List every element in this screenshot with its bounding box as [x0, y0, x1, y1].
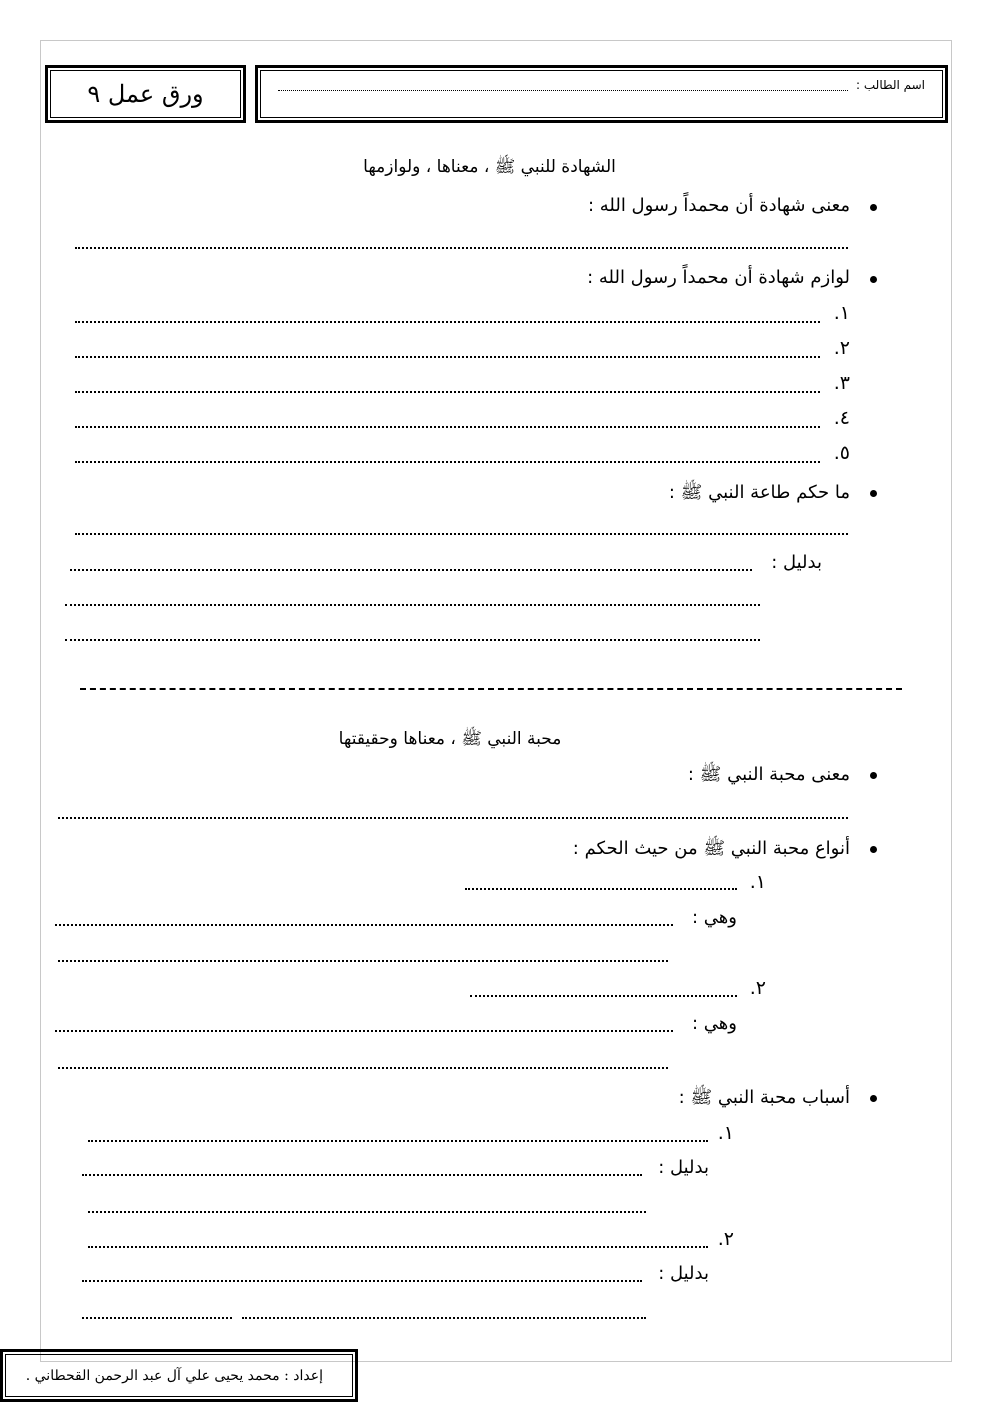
- s1-obedience-label: ما حكم طاعة النبي ﷺ :: [668, 482, 850, 503]
- s2-reason-number: ١.: [717, 1122, 734, 1144]
- s1-evidence-line[interactable]: [70, 569, 752, 571]
- s2-evidence-line[interactable]: [82, 1280, 642, 1282]
- s2-meaning-answer-line[interactable]: [58, 817, 848, 819]
- s1-evidence-line[interactable]: [65, 604, 760, 606]
- s1-obedience-answer-line[interactable]: [75, 533, 848, 535]
- s2-type-name-line[interactable]: [465, 888, 737, 890]
- s2-reason-line[interactable]: [88, 1140, 708, 1142]
- s1-evidence-line[interactable]: [65, 639, 760, 641]
- student-name-field[interactable]: [278, 90, 848, 91]
- page-border: [40, 40, 952, 1362]
- s2-reasons-label: أسباب محبة النبي ﷺ :: [678, 1087, 850, 1108]
- s2-type-desc-line[interactable]: [55, 924, 673, 926]
- bullet-icon: [870, 846, 877, 853]
- s2-reason-line[interactable]: [88, 1246, 708, 1248]
- s1-meaning-label: معنى شهادة أن محمداً رسول الله :: [587, 195, 850, 216]
- s2-types-label: أنواع محبة النبي ﷺ من حيث الحكم :: [572, 838, 850, 859]
- s1-req-number: ٥.: [833, 442, 850, 464]
- section2-heading: محبة النبي ﷺ ، معناها وحقيقتها: [338, 729, 562, 749]
- s1-req-number: ١.: [833, 302, 850, 324]
- student-name-label: اسم الطالب :: [856, 78, 925, 92]
- bullet-icon: [870, 276, 877, 283]
- s2-evidence-line[interactable]: [242, 1317, 646, 1319]
- s1-req-line[interactable]: [75, 356, 820, 358]
- bullet-icon: [870, 772, 877, 779]
- s2-type-desc-line[interactable]: [58, 1067, 668, 1069]
- s1-req-line[interactable]: [75, 426, 820, 428]
- s1-req-line[interactable]: [75, 321, 820, 323]
- s2-type-name-line[interactable]: [470, 995, 737, 997]
- section-separator: [80, 688, 902, 690]
- s1-req-number: ٤.: [833, 407, 850, 429]
- worksheet-title-box: [45, 65, 246, 123]
- s2-evidence-line[interactable]: [82, 1317, 232, 1319]
- s2-type-number: ١.: [749, 871, 766, 893]
- bullet-icon: [870, 1095, 877, 1102]
- s2-evidence-label: بدليل :: [658, 1263, 709, 1284]
- footer-credit-box: [0, 1349, 358, 1402]
- s2-evidence-line[interactable]: [88, 1211, 646, 1213]
- s2-type-desc-line[interactable]: [55, 1030, 673, 1032]
- s2-which-is-label: وهي :: [692, 907, 737, 928]
- s2-which-is-label: وهي :: [692, 1013, 737, 1034]
- s2-meaning-label: معنى محبة النبي ﷺ :: [687, 764, 850, 785]
- s1-req-number: ٢.: [833, 337, 850, 359]
- s2-type-number: ٢.: [749, 977, 766, 999]
- bullet-icon: [870, 204, 877, 211]
- s2-evidence-line[interactable]: [82, 1174, 642, 1176]
- section1-heading: الشهادة للنبي ﷺ ، معناها ، ولوازمها: [363, 157, 616, 177]
- s1-req-line[interactable]: [75, 391, 820, 393]
- student-name-box: [255, 65, 948, 123]
- s2-type-desc-line[interactable]: [58, 960, 668, 962]
- s1-evidence-label: بدليل :: [771, 552, 822, 573]
- s2-reason-number: ٢.: [717, 1228, 734, 1250]
- s2-evidence-label: بدليل :: [658, 1157, 709, 1178]
- s1-meaning-answer-line[interactable]: [75, 247, 848, 249]
- s1-req-line[interactable]: [75, 461, 820, 463]
- bullet-icon: [870, 490, 877, 497]
- prepared-by-text: إعداد : محمد يحيى علي آل عبد الرحمن القحطاني .: [25, 1368, 323, 1384]
- s1-requirements-label: لوازم شهادة أن محمداً رسول الله :: [587, 267, 850, 288]
- s1-req-number: ٣.: [833, 372, 850, 394]
- worksheet-title: ورق عمل ٩: [87, 80, 204, 108]
